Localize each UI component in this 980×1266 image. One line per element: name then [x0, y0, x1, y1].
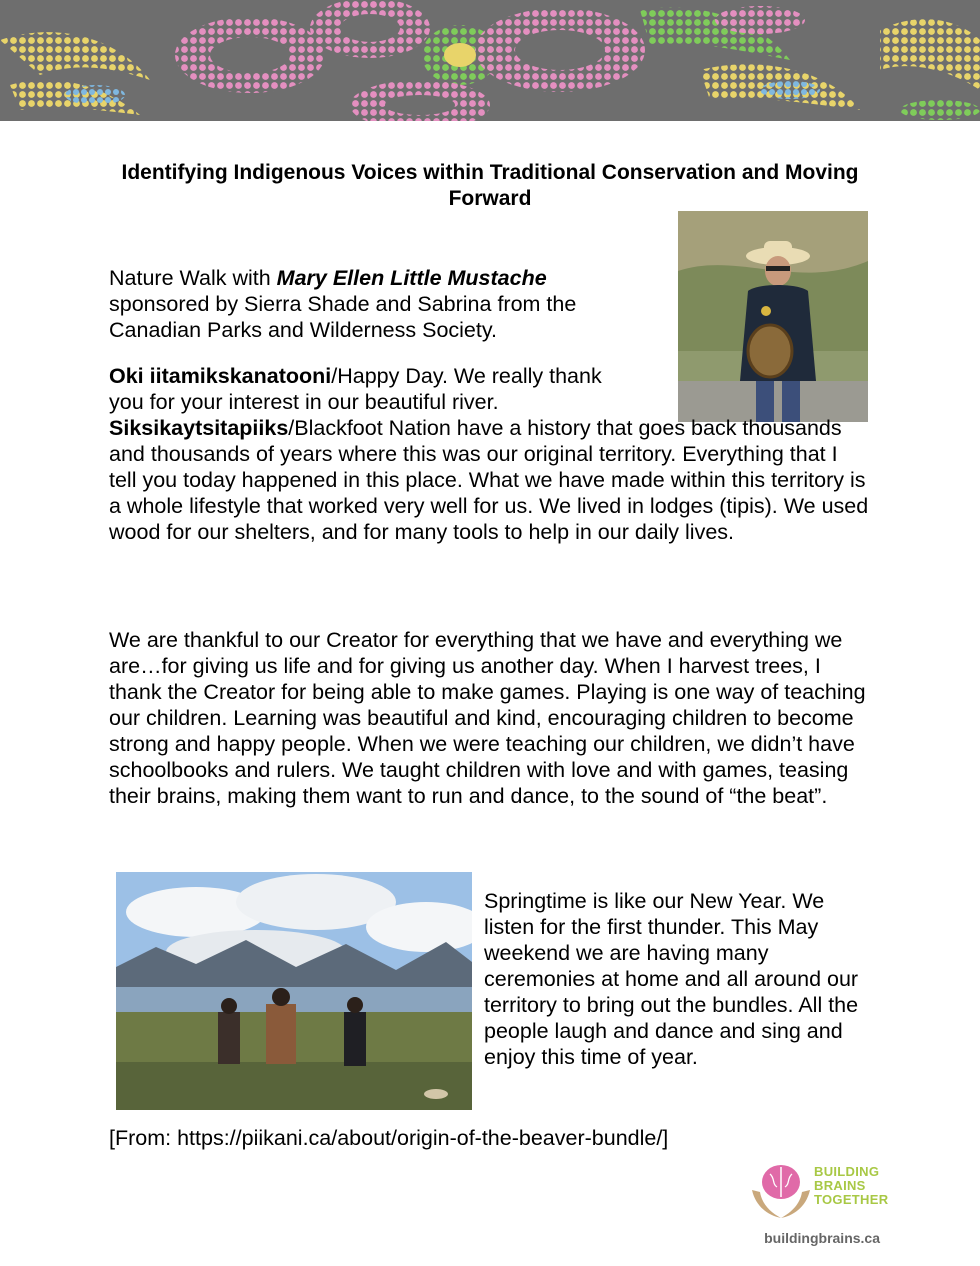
brain-hands-icon — [748, 1160, 814, 1222]
landscape-photo — [116, 872, 472, 1110]
logo-line-building: BUILDING — [814, 1164, 880, 1179]
intro-prefix: Nature Walk with — [109, 266, 277, 290]
source-citation: [From: https://piikani.ca/about/origin-of-the-beaver-bundle/] — [109, 1126, 669, 1150]
beadwork-pattern-image — [0, 0, 980, 121]
springtime-paragraph: Springtime is like our New Year. We listen for the first thunder. This May weekend we are having many ceremonies at home and all around our territory to bring out the bundles. All the people laugh and dance and sing and enjoy this time of year. — [484, 889, 859, 1069]
logo-wordmark — [814, 1165, 888, 1207]
logo-line-brains: BRAINS — [814, 1178, 866, 1193]
intro-rest: sponsored by Sierra Shade and Sabrina from the Canadian Parks and Wilderness Society. — [109, 292, 577, 342]
logo-line-together: TOGETHER — [814, 1192, 889, 1207]
building-brains-logo[interactable] — [748, 1160, 889, 1260]
history-text: /Blackfoot Nation have a history that goes back thousands and thousands of years where this was our original territory. Everything that I tell you today happened in this place. What we have made within this territory is a whole lifestyle that worked very well for us. We lived in lodges (tipis). We used wood for our shelters, and for many tools to help in our daily lives. — [109, 416, 869, 544]
intro-paragraph — [109, 265, 649, 343]
beadwork-banner — [0, 0, 980, 121]
blackfoot-nation-term: Siksikaytsitapiiks — [109, 416, 289, 440]
women-in-landscape-image — [116, 872, 472, 1110]
wrap-spacer — [631, 363, 869, 415]
blackfoot-greeting-term: Oki iitamikskanatooni — [109, 364, 332, 388]
greeting-paragraph — [109, 363, 869, 545]
greeting-text: /Happy Day. We really thank you for your interest in our beautiful river. — [109, 364, 602, 414]
page-title: Identifying Indigenous Voices within Traditional Conservation and Moving Forward — [121, 161, 859, 210]
speaker-name: Mary Ellen Little Mustache — [276, 266, 547, 290]
logo-url[interactable]: buildingbrains.ca — [764, 1230, 880, 1246]
creator-paragraph: We are thankful to our Creator for everything that we have and everything we are…for giving us life and for giving us another day. When I harvest trees, I thank the Creator for being able to make games. Playing is one way of teaching our children. Learning was beautiful and kind, encouraging children to become strong and happy people. When we were teaching our children, we didn’t have schoolbooks and rulers. We taught children with love and with games, teasing their brains, making them want to run and dance, to the sound of “the beat”. — [109, 628, 866, 808]
